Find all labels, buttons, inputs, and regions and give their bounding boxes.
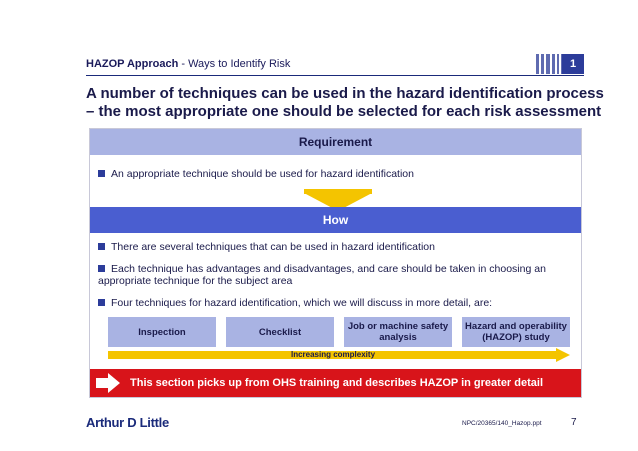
section-number-badge: 1	[562, 54, 584, 74]
callout-text: This section picks up from OHS training and describes HAZOP in greater detail	[130, 377, 543, 389]
bullet-square-icon	[98, 265, 105, 272]
how-bullet-1: There are several techniques that can be used in hazard identification	[98, 241, 435, 253]
slide-title: A number of techniques can be used in the hazard identification process – the most appropriate one should be selected for each risk assessment	[86, 85, 604, 120]
complexity-arrow	[108, 349, 570, 361]
page-number: 7	[571, 417, 577, 428]
slide-header	[86, 54, 586, 76]
technique-checklist: Checklist	[226, 317, 334, 347]
header-divider	[86, 75, 584, 76]
requirement-heading: Requirement	[90, 129, 581, 155]
how-heading: How	[90, 207, 581, 233]
right-arrow-icon	[556, 348, 570, 362]
callout-arrow-icon	[96, 373, 120, 393]
content-panel	[89, 128, 582, 398]
header-title-rest: - Ways to Identify Risk	[178, 58, 291, 70]
bullet-square-icon	[98, 299, 105, 306]
callout-band	[90, 369, 581, 397]
complexity-label: Increasing complexity	[290, 350, 376, 359]
document-reference: NPC/20365/140_Hazop.ppt	[462, 420, 542, 427]
technique-job-safety-analysis: Job or machine safety analysis	[344, 317, 452, 347]
bullet-square-icon	[98, 170, 105, 177]
techniques-row	[108, 317, 570, 347]
bullet-square-icon	[98, 243, 105, 250]
technique-hazop-study: Hazard and operability (HAZOP) study	[462, 317, 570, 347]
technique-inspection: Inspection	[108, 317, 216, 347]
how-bullet-3: Four techniques for hazard identification, which we will discuss in more detail, are:	[98, 297, 492, 309]
how-bullet-2: Each technique has advantages and disadvantages, and care should be taken in choosing an appropriate technique for the subject area	[98, 263, 546, 287]
company-logo: Arthur D Little	[86, 415, 169, 430]
requirement-bullet: An appropriate technique should be used for hazard identification	[98, 168, 414, 180]
header-title	[86, 58, 290, 70]
header-title-bold: HAZOP Approach	[86, 58, 179, 70]
